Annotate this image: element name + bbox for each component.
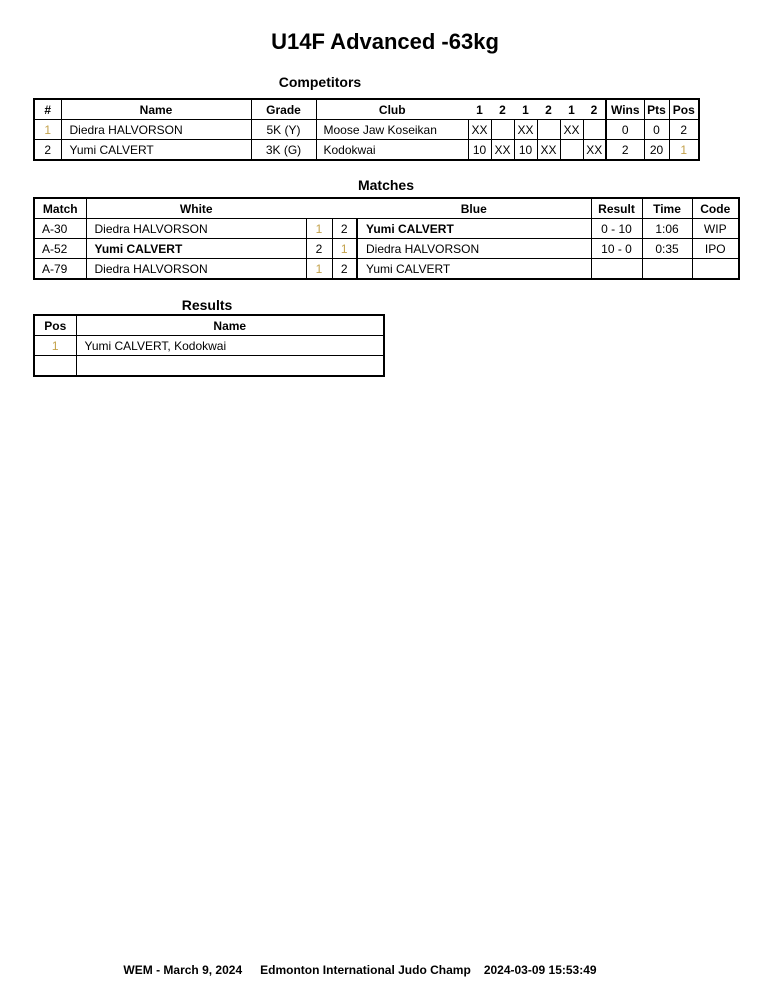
footer-venue-date: WEM - March 9, 2024 bbox=[123, 963, 243, 977]
score-cell: XX bbox=[583, 140, 606, 161]
match-code: WIP bbox=[692, 219, 739, 239]
blue-competitor-number: 2 bbox=[332, 219, 357, 239]
competitor-number: 2 bbox=[34, 140, 61, 161]
competitors-heading: Competitors bbox=[278, 74, 362, 90]
score-cell: XX bbox=[560, 120, 583, 140]
score-cell: XX bbox=[468, 120, 491, 140]
col-header-name: Name bbox=[76, 315, 384, 336]
competitor-wins: 0 bbox=[606, 120, 644, 140]
competitor-name: Yumi CALVERT bbox=[61, 140, 251, 161]
match-time bbox=[642, 259, 692, 280]
score-cell bbox=[583, 120, 606, 140]
col-header-name: Name bbox=[61, 99, 251, 120]
competitor-wins: 2 bbox=[606, 140, 644, 161]
blue-competitor-number: 2 bbox=[332, 259, 357, 280]
match-result: 0 - 10 bbox=[591, 219, 642, 239]
blue-competitor-number: 1 bbox=[332, 239, 357, 259]
page-title: U14F Advanced -63kg bbox=[271, 29, 499, 54]
col-header-result: Result bbox=[591, 198, 642, 219]
col-header-pos: Pos bbox=[669, 99, 699, 120]
col-header-round-6: 2 bbox=[583, 99, 606, 120]
blue-competitor-name: Diedra HALVORSON bbox=[357, 239, 591, 259]
col-header-blue: Blue bbox=[357, 198, 591, 219]
footer-timestamp: 2024-03-09 15:53:49 bbox=[483, 963, 597, 977]
competitor-pts: 0 bbox=[644, 120, 669, 140]
score-cell bbox=[560, 140, 583, 161]
match-id: A-52 bbox=[34, 239, 86, 259]
competitor-row bbox=[34, 140, 699, 161]
match-result: 10 - 0 bbox=[591, 239, 642, 259]
col-header-code: Code bbox=[692, 198, 739, 219]
competitor-club: Kodokwai bbox=[316, 140, 468, 161]
match-code: IPO bbox=[692, 239, 739, 259]
white-competitor-number: 1 bbox=[306, 219, 332, 239]
match-time: 1:06 bbox=[642, 219, 692, 239]
competitors-table bbox=[33, 98, 700, 161]
col-header-round-3: 1 bbox=[514, 99, 537, 120]
match-result bbox=[591, 259, 642, 280]
matches-table bbox=[33, 197, 740, 280]
col-header-club: Club bbox=[316, 99, 468, 120]
result-name bbox=[76, 356, 384, 377]
col-header-pos: Pos bbox=[34, 315, 76, 336]
white-competitor-name: Diedra HALVORSON bbox=[86, 219, 306, 239]
score-cell bbox=[491, 120, 514, 140]
col-header-grade: Grade bbox=[251, 99, 316, 120]
white-competitor-number: 1 bbox=[306, 259, 332, 280]
result-row bbox=[34, 356, 384, 377]
competitor-pts: 20 bbox=[644, 140, 669, 161]
score-cell: 10 bbox=[514, 140, 537, 161]
col-header-time: Time bbox=[642, 198, 692, 219]
white-competitor-name: Yumi CALVERT bbox=[86, 239, 306, 259]
col-header-white: White bbox=[86, 198, 306, 219]
page-footer bbox=[123, 963, 596, 977]
competitor-grade: 3K (G) bbox=[251, 140, 316, 161]
competitor-row bbox=[34, 120, 699, 140]
result-name: Yumi CALVERT, Kodokwai bbox=[76, 336, 384, 356]
score-cell: XX bbox=[537, 140, 560, 161]
matches-header-row bbox=[34, 198, 739, 219]
match-code bbox=[692, 259, 739, 280]
result-pos: 1 bbox=[34, 336, 76, 356]
score-cell: 10 bbox=[468, 140, 491, 161]
match-id: A-79 bbox=[34, 259, 86, 280]
competitor-grade: 5K (Y) bbox=[251, 120, 316, 140]
competitor-number: 1 bbox=[34, 120, 61, 140]
col-header-match: Match bbox=[34, 198, 86, 219]
col-header-wins: Wins bbox=[606, 99, 644, 120]
results-heading: Results bbox=[181, 297, 233, 313]
footer-event-name: Edmonton International Judo Champ bbox=[260, 963, 471, 977]
score-cell: XX bbox=[491, 140, 514, 161]
matches-heading: Matches bbox=[357, 177, 415, 193]
competitor-name: Diedra HALVORSON bbox=[61, 120, 251, 140]
match-id: A-30 bbox=[34, 219, 86, 239]
score-cell bbox=[537, 120, 560, 140]
col-header-num: # bbox=[34, 99, 61, 120]
match-row bbox=[34, 259, 739, 280]
competitors-header-row bbox=[34, 99, 699, 120]
results-header-row bbox=[34, 315, 384, 336]
blue-competitor-name: Yumi CALVERT bbox=[357, 219, 591, 239]
col-header-round-1: 1 bbox=[468, 99, 491, 120]
col-header-pts: Pts bbox=[644, 99, 669, 120]
competitor-club: Moose Jaw Koseikan bbox=[316, 120, 468, 140]
col-header-round-4: 2 bbox=[537, 99, 560, 120]
match-time: 0:35 bbox=[642, 239, 692, 259]
score-cell: XX bbox=[514, 120, 537, 140]
blue-competitor-name: Yumi CALVERT bbox=[357, 259, 591, 280]
result-pos bbox=[34, 356, 76, 377]
result-row bbox=[34, 336, 384, 356]
white-competitor-name: Diedra HALVORSON bbox=[86, 259, 306, 280]
col-header-round-5: 1 bbox=[560, 99, 583, 120]
competitor-pos: 1 bbox=[669, 140, 699, 161]
col-header-blue-num bbox=[332, 198, 357, 219]
col-header-round-2: 2 bbox=[491, 99, 514, 120]
white-competitor-number: 2 bbox=[306, 239, 332, 259]
col-header-white-num bbox=[306, 198, 332, 219]
match-row bbox=[34, 239, 739, 259]
competitor-pos: 2 bbox=[669, 120, 699, 140]
results-table bbox=[33, 314, 385, 377]
match-row bbox=[34, 219, 739, 239]
